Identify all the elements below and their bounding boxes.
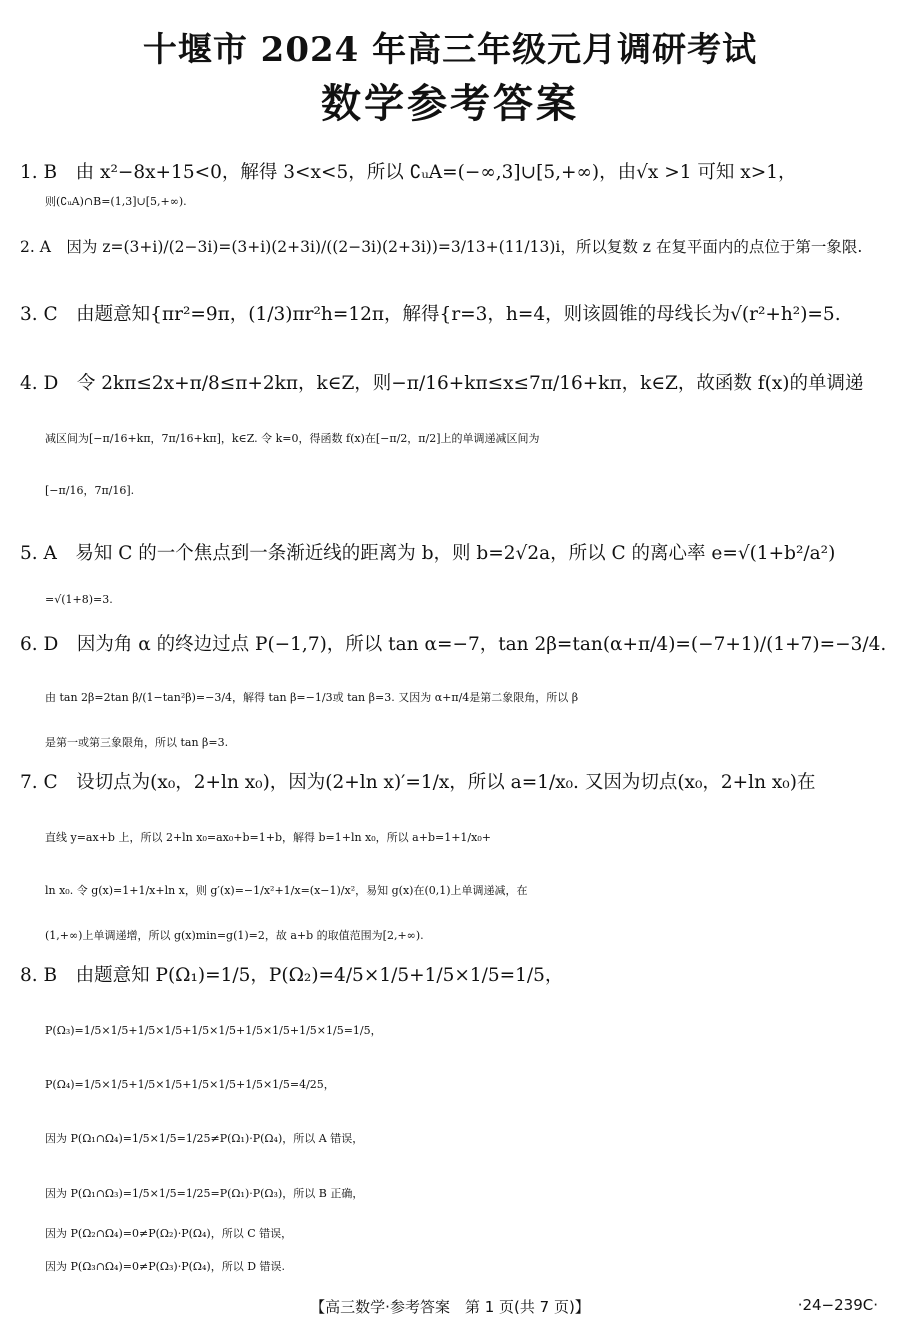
answer-4-line-3: [−π/16，7π/16]. bbox=[45, 484, 135, 497]
answer-1-line-2: 则(∁ᵤA)∩B=(1,3]∪[5,+∞). bbox=[45, 195, 187, 208]
footer-code: ·24−239C· bbox=[797, 1296, 878, 1314]
answer-4-line-1: 4. D 令 2kπ≤2x+π/8≤π+2kπ，k∈Z，则−π/16+kπ≤x≤7π/16+kπ，k∈Z，故函数 f(x)的单调递 bbox=[20, 373, 864, 394]
answer-8-line-3: P(Ω₄)=1/5×1/5+1/5×1/5+1/5×1/5+1/5×1/5=4/25， bbox=[45, 1078, 335, 1091]
answer-8-line-5: 因为 P(Ω₁∩Ω₃)=1/5×1/5=1/25=P(Ω₁)·P(Ω₃)，所以 B 正确， bbox=[45, 1187, 364, 1200]
exam-title: 十堰市 2024 年高三年级元月调研考试 bbox=[142, 30, 758, 70]
answer-3-line-1: 3. C 由题意知{πr²=9π，(1/3)πr²h=12π，解得{r=3，h=4，则该圆锥的母线长为√(r²+h²)=5. bbox=[20, 304, 841, 325]
answer-7-line-4: (1,+∞)上单调递增，所以 g(x)min=g(1)=2，故 a+b 的取值范围为[2,+∞). bbox=[45, 929, 424, 942]
answer-7-line-2: 直线 y=ax+b 上，所以 2+ln x₀=ax₀+b=1+b，解得 b=1+ln x₀，所以 a+b=1+1/x₀+ bbox=[45, 831, 491, 844]
answer-4-line-2: 减区间为[−π/16+kπ，7π/16+kπ]，k∈Z. 令 k=0，得函数 f(x)在[−π/2，π/2]上的单调递减区间为 bbox=[45, 432, 540, 445]
answer-8-line-6: 因为 P(Ω₂∩Ω₄)=0≠P(Ω₂)·P(Ω₄)，所以 C 错误， bbox=[45, 1227, 293, 1240]
answer-7-line-3: ln x₀. 令 g(x)=1+1/x+ln x，则 g′(x)=−1/x²+1/x=(x−1)/x²，易知 g(x)在(0,1)上单调递减，在 bbox=[45, 884, 528, 897]
answer-2-line-1: 2. A 因为 z=(3+i)/(2−3i)=(3+i)(2+3i)/((2−3i)(2+3i))=3/13+(11/13)i，所以复数 z 在复平面内的点位于第一象限. bbox=[20, 238, 863, 256]
answer-8-line-7: 因为 P(Ω₃∩Ω₄)=0≠P(Ω₃)·P(Ω₄)，所以 D 错误. bbox=[45, 1260, 286, 1273]
answer-5-line-1: 5. A 易知 C 的一个焦点到一条渐近线的距离为 b，则 b=2√2a，所以 C 的离心率 e=√(1+b²/a²) bbox=[20, 543, 836, 564]
answer-8-line-2: P(Ω₃)=1/5×1/5+1/5×1/5+1/5×1/5+1/5×1/5+1/5×1/5=1/5， bbox=[45, 1024, 382, 1037]
answer-7-line-1: 7. C 设切点为(x₀，2+ln x₀)，因为(2+ln x)′=1/x，所以 a=1/x₀. 又因为切点(x₀，2+ln x₀)在 bbox=[20, 772, 816, 793]
answer-key-title: 数学参考答案 bbox=[321, 80, 579, 127]
footer-page-info: 【高三数学·参考答案 第 1 页(共 7 页)】 bbox=[310, 1298, 590, 1316]
answer-6-line-2: 由 tan 2β=2tan β/(1−tan²β)=−3/4，解得 tan β=−1/3或 tan β=3. 又因为 α+π/4是第二象限角，所以 β bbox=[45, 691, 579, 704]
answer-6-line-1: 6. D 因为角 α 的终边过点 P(−1,7)，所以 tan α=−7，tan 2β=tan(α+π/4)=(−7+1)/(1+7)=−3/4. bbox=[20, 634, 887, 655]
answer-8-line-4: 因为 P(Ω₁∩Ω₄)=1/5×1/5=1/25≠P(Ω₁)·P(Ω₄)，所以 A 错误， bbox=[45, 1132, 364, 1145]
answer-8-line-1: 8. B 由题意知 P(Ω₁)=1/5，P(Ω₂)=4/5×1/5+1/5×1/5=1/5， bbox=[20, 965, 564, 986]
answer-6-line-3: 是第一或第三象限角，所以 tan β=3. bbox=[45, 736, 229, 749]
answer-5-line-2: =√(1+8)=3. bbox=[45, 593, 113, 606]
answer-1-line-1: 1. B 由 x²−8x+15<0，解得 3<x<5，所以 ∁ᵤA=(−∞,3]∪[5,+∞)，由√x >1 可知 x>1， bbox=[20, 162, 797, 183]
